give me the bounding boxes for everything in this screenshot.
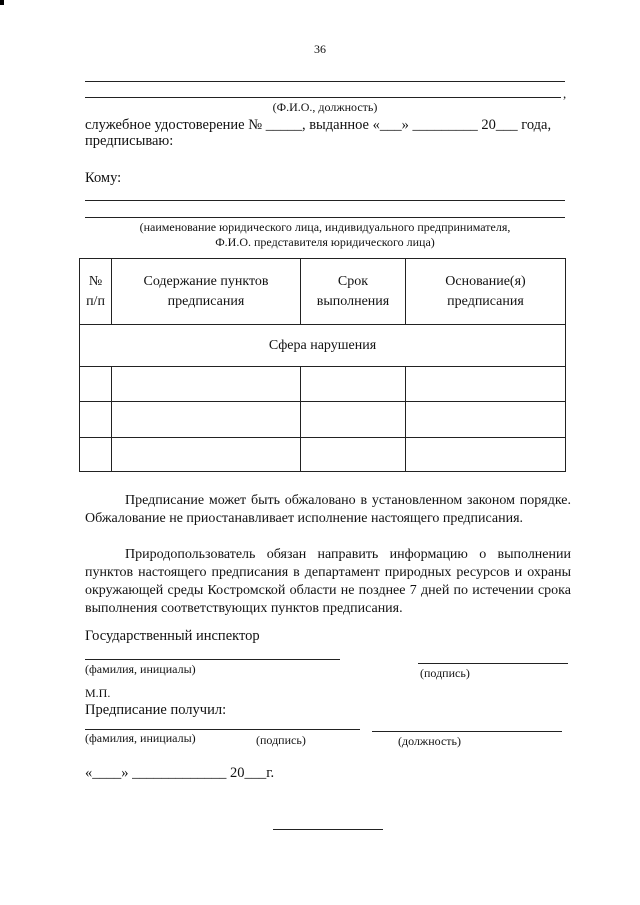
recipient-line-1: [85, 200, 565, 201]
date-line: «____» _____________ 20___г.: [85, 765, 275, 781]
table-cell: [301, 402, 406, 438]
table-cell: [112, 402, 301, 438]
header-deadline: [301, 259, 406, 325]
header-content-line1: Содержание пунктов: [143, 273, 269, 289]
obligation-paragraph: Природопользователь обязан направить информацию о выполнении пунктов настоящего предписания в департамент природных ресурсов и охраны окружающей среды Костромской области не позднее 7 дней по истечении срока выполнения соответствующих пунктов предписания.: [85, 547, 571, 616]
name-caption: (Ф.И.О., должность): [272, 100, 378, 114]
appeal-paragraph: Предписание может быть обжаловано в установленном законом порядке. Обжалование не приостанавливает исполнение настоящего предписания.: [85, 493, 571, 526]
recipient-caption-1: (наименование юридического лица, индивидуального предпринимателя,: [139, 220, 511, 234]
header-deadline-line2: выполнения: [316, 293, 390, 309]
page-number: 36: [314, 42, 326, 56]
recipient-caption-2: Ф.И.О. представителя юридического лица): [215, 235, 435, 249]
header-basis: [406, 259, 566, 325]
inspector-name-line: [85, 659, 340, 660]
header-number: [80, 259, 112, 325]
inspector-signature-line: [418, 663, 568, 664]
table-header-row: [80, 259, 566, 325]
table-cell: [112, 438, 301, 472]
table-cell: [80, 438, 112, 472]
name-line-2: [85, 97, 561, 98]
received-signature-caption: (подпись): [256, 733, 306, 747]
recipient-label: Кому:: [85, 170, 122, 186]
header-content-line2: предписания: [167, 293, 245, 309]
table-cell: [406, 438, 566, 472]
table-cell: [80, 367, 112, 402]
section-row: [80, 325, 566, 367]
name-line-1: [85, 81, 565, 82]
header-number-line1: №: [88, 273, 103, 289]
table-cell: [301, 438, 406, 472]
header-basis-line2: предписания: [447, 293, 524, 309]
prescribe-label: предписываю:: [85, 133, 174, 149]
section-title: Сфера нарушения: [80, 325, 566, 367]
received-position-caption: (должность): [398, 734, 461, 748]
line-comma: ,: [563, 86, 567, 101]
table-cell: [406, 367, 566, 402]
received-position-line: [372, 731, 562, 732]
end-divider: [273, 829, 383, 830]
table-cell: [301, 367, 406, 402]
prescription-table: [79, 258, 566, 472]
surname-caption: (фамилия, инициалы): [85, 662, 196, 676]
header-deadline-line1: Срок: [337, 273, 369, 289]
recipient-line-2: [85, 217, 565, 218]
table-row: [80, 402, 566, 438]
table-row: [80, 438, 566, 472]
signature-caption: (подпись): [420, 666, 470, 680]
received-name-line: [85, 729, 360, 730]
certificate-line: служебное удостоверение № _____, выданное «___» _________ 20___ года,: [85, 117, 552, 133]
table-cell: [112, 367, 301, 402]
received-label: Предписание получил:: [85, 702, 227, 718]
inspector-label: Государственный инспектор: [85, 628, 260, 644]
table-cell: [406, 402, 566, 438]
header-basis-line1: Основание(я): [445, 273, 526, 289]
header-content: [112, 259, 301, 325]
header-number-line2: п/п: [86, 293, 105, 309]
table-cell: [80, 402, 112, 438]
received-surname-caption: (фамилия, инициалы): [85, 731, 196, 745]
stamp-label: М.П.: [85, 686, 111, 700]
corner-mark: [0, 0, 4, 5]
table-row: [80, 367, 566, 402]
